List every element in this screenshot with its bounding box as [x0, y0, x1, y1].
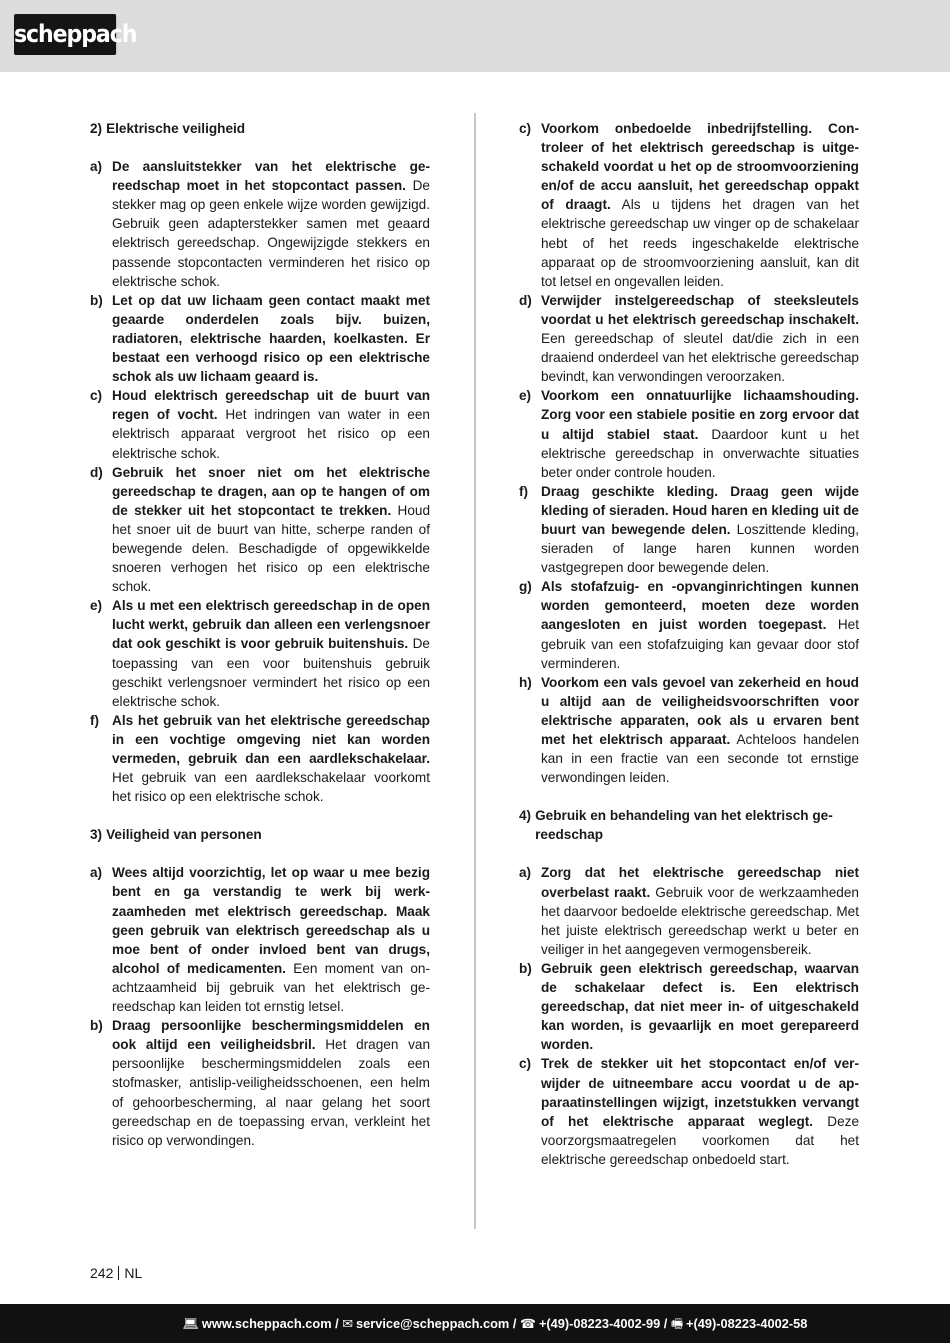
list-item [90, 386, 430, 462]
spacer [90, 806, 430, 825]
list-item [90, 863, 430, 1016]
footer-fax: +(49)-08223-4002-58 [686, 1316, 808, 1331]
item-normal-text: Het gebruik van een aardlekschakelaar voorkomt het risico op een elektrische schok. [112, 770, 430, 805]
list-item [519, 291, 859, 386]
footer-contact [0, 1304, 950, 1343]
item-bold-text: Als u met een elektrisch gereedschap in de open lucht werkt, gebruik dan alleen een verlengsnoer dat ook geschikt is voor gebruik buitenshuis. [112, 598, 430, 652]
item-text [112, 463, 430, 597]
list-item [90, 463, 430, 597]
item-normal-text: Het dragen van persoonlijke beschermingsmiddelen zoals een stofmasker, antislip-veiligheidsschoenen, een helm of gehoorbescherming, al naar gelang het soort gereedschap en de toepassing ervan, verkleint het risico op verwondingen. [112, 1037, 430, 1148]
section-number: 4) [519, 808, 532, 824]
item-bold-text: Verwijder instelgereedschap of steeksleutels voordat u het elektrisch gereedschap inschakelt. [541, 292, 859, 327]
list-item [519, 577, 859, 672]
scheppach-logo: scheppach [14, 14, 116, 55]
item-label: c) [519, 1056, 532, 1072]
item-label: a) [90, 865, 103, 881]
list-item [519, 863, 859, 958]
item-label: f) [519, 483, 529, 499]
section-number: 2) [90, 121, 103, 136]
page-number-value: 242 [90, 1265, 114, 1281]
list-item [519, 386, 859, 481]
item-text [541, 959, 859, 1054]
section-title: Elektrische veiligheid [106, 121, 246, 136]
page-language: NL [124, 1265, 143, 1281]
list-item [519, 959, 859, 1054]
page-number-separator [118, 1266, 119, 1280]
item-label: f) [90, 712, 100, 728]
item-label: d) [519, 292, 532, 308]
list-item [90, 596, 430, 711]
item-label: g) [519, 579, 532, 595]
item-text [112, 596, 430, 711]
list-item [90, 157, 430, 291]
item-text [541, 577, 859, 672]
item-text [112, 863, 430, 1016]
page-number [90, 1265, 142, 1281]
email-icon: ✉︎ [342, 1316, 353, 1331]
item-bold-text: Zorg dat het elektrische gereedschap niet overbelast raakt. [541, 865, 859, 900]
item-normal-text: Als u tijdens het dragen van het elektrische gereedschap uw vinger op de schakelaar hebt of het reeds ingeschakelde elektrische apparaat op de stroomvoorziening aansluit, kan dit tot letsel en ongevallen leiden. [541, 197, 859, 289]
top-bar [0, 0, 950, 72]
item-normal-text: De toepassing van een voor buitenshuis gebruik geschikt verlengsnoer vermindert het risico op een elektrische schok. [112, 636, 430, 709]
spacer [90, 844, 430, 863]
item-text [541, 673, 859, 788]
list-item [519, 1054, 859, 1169]
list-item [90, 1016, 430, 1150]
item-label: d) [90, 464, 103, 480]
item-text [541, 119, 859, 291]
section-title: Veiligheid van personen [106, 827, 262, 843]
item-text [541, 1054, 859, 1169]
section-heading [90, 119, 430, 138]
section-number: 3) [90, 827, 103, 843]
item-text [112, 1016, 430, 1150]
item-bold-text: Voorkom een onnatuurlijke lichaamshouding. Zorg voor een stabiele positie en zorg ervoor dat u altijd stabiel staat. [541, 388, 859, 442]
item-text [541, 291, 859, 386]
item-label: e) [519, 388, 532, 404]
item-normal-text: Het gebruik van een stofafzuiging kan gevaar door stof verminderen. [541, 617, 859, 671]
item-text [112, 157, 430, 291]
item-normal-text: Houd het snoer uit de buurt van hitte, scherpe randen of bewegende delen. Beschadigde of opgewikkelde snoeren verhogen het risico op een elektrische schok. [112, 502, 431, 595]
item-normal-text: Het indringen van water in een elektrisch apparaat vergroot het risico op een elektrische schok. [112, 407, 430, 461]
item-normal-text: De stekker mag op geen enkele wijze worden gewijzigd. Gebruik geen adapterstekker samen met geaard elektrisch gereedschap. Ongewijzigde stekkers en passende stopcontacten verminderen het risico op elektrische schok. [112, 178, 430, 289]
right-column [519, 119, 859, 1169]
item-normal-text: Gebruik voor de werkzaamheden het daarvoor bedoelde elektrische gereedschap. Met het juiste elektrisch gereedschap werkt u beter en veiliger in het aangegeven vermogensbereik. [541, 884, 859, 957]
footer-phone: +(49)-08223-4002-99 / [538, 1316, 668, 1331]
item-label: b) [90, 292, 103, 308]
item-label: a) [519, 865, 532, 881]
list-item [519, 673, 859, 788]
item-bold-text: Gebruik het snoer niet om het elektrische gereedschap te dragen, aan op te hangen of om de stekker uit het stopcontact te trekken. [112, 464, 430, 518]
item-text [112, 291, 430, 386]
footer-email[interactable]: service@scheppach.com / [355, 1316, 517, 1331]
section-heading [519, 806, 859, 844]
section-heading [90, 825, 430, 844]
item-bold-text: Houd elektrisch gereedschap uit de buurt van regen of vocht. [112, 388, 430, 423]
item-normal-text: Een moment van onachtzaamheid bij gebruik van het elektrisch gereedschap kan leiden tot ernstig letsel. [112, 960, 430, 1015]
spacer [519, 844, 859, 863]
item-label: b) [519, 960, 532, 976]
item-bold-text: Draag persoonlijke beschermingsmiddelen en ook altijd een veiligheidsbril. [112, 1018, 430, 1053]
item-text [541, 482, 859, 577]
item-label: c) [519, 121, 532, 136]
item-bold-text: Let op dat uw lichaam geen contact maakt met geaarde onderdelen zoals bijv. buizen, radiatoren, elektrische haarden, koelkasten. Er bestaat een verhoogd risico op een elektrische schok als uw lichaam geaard is. [112, 292, 430, 385]
item-bold-text: Als stofafzuig- en -opvanginrichtingen kunnen worden gemonteerd, moeten deze worden aangesloten en juist worden toegepast. [541, 579, 859, 633]
item-label: b) [90, 1018, 103, 1034]
item-bold-text: Voorkom onbedoelde inbedrijfstelling. Controleer of het elektrisch gereedschap is uitgeschakeld voordat u het op de stroomvoorziening en/of de accu aansluit, het gereedschap oppakt of draagt. [541, 121, 859, 213]
fax-icon: 🖷︎ [670, 1316, 684, 1331]
list-item [519, 482, 859, 577]
item-label: e) [90, 598, 103, 614]
item-text [112, 386, 430, 462]
item-bold-text: De aansluitstekker van het elektrische gereedschap moet in het stopcontact passen. [112, 159, 430, 194]
section-title: Gebruik en behandeling van het elektrisch gereedschap [535, 808, 833, 843]
item-text [112, 711, 430, 806]
phone-icon: ☎︎ [519, 1316, 536, 1331]
footer-website[interactable]: www.scheppach.com / [201, 1316, 339, 1331]
item-normal-text: Deze voorzorgsmaatregelen voorkomen dat het elektrische gereedschap onbedoeld start. [541, 1113, 859, 1167]
item-normal-text: Daardoor kunt u het elektrische gereedschap in onverwachte situaties beter onder controle houden. [541, 426, 859, 480]
item-bold-text: Als het gebruik van het elektrische gereedschap in een vochtige omgeving niet kan worden vermeden, gebruik dan een aardlekschakelaar. [112, 712, 430, 766]
item-bold-text: Gebruik geen elektrisch gereedschap, waarvan de schakelaar defect is. Een elektrisch gereedschap, dat niet meer in- of uitgeschakeld kan worden, is gevaarlijk en moet gerepareerd worden. [541, 960, 859, 1053]
item-label: h) [519, 674, 532, 690]
column-divider [474, 113, 476, 1229]
item-bold-text: Trek de stekker uit het stopcontact en/of verwijder de uitneembare accu voordat u de apparaatinstellingen wijzigt, inzetstukken vervangt of het elektrische apparaat weglegt. [541, 1056, 859, 1129]
spacer [519, 787, 859, 806]
item-normal-text: Loszittende kleding, sieraden of lange haren kunnen worden vastgegrepen door bewegende delen. [541, 521, 859, 576]
spacer [90, 138, 430, 157]
item-normal-text: Een gereedschap of sleutel dat/die zich in een draaiend onderdeel van het elektrische gereedschap bevindt, kan verwondingen veroorzaken. [541, 331, 859, 385]
footer-bar [0, 1304, 950, 1343]
left-column [90, 119, 430, 1150]
list-item [90, 291, 430, 386]
item-bold-text: Draag geschikte kleding. Draag geen wijde kleding of sieraden. Houd haren en kleding uit de buurt van bewegende delen. [541, 483, 859, 537]
item-normal-text: Achteloos handelen kan in een fractie van een seconde tot ernstige verwondingen leiden. [541, 732, 860, 786]
item-bold-text: Voorkom een vals gevoel van zekerheid en houd u altijd aan de veiligheidsvoorschriften voor elektrische apparaten, ook als u ervaren bent met het elektrisch apparaat. [541, 674, 859, 747]
item-text [541, 863, 859, 958]
item-bold-text: Wees altijd voorzichtig, let op waar u mee bezig bent en ga verstandig te werk bij werkzaamheden met elektrisch gereedschap. Maak geen gebruik van elektrisch gereedschap als u moe bent of onder invloed bent van drugs, alcohol of medicamenten. [112, 865, 430, 976]
item-text [541, 386, 859, 481]
item-label: c) [90, 388, 103, 404]
item-label: a) [90, 159, 103, 175]
list-item [519, 119, 859, 291]
computer-icon: 💻︎ [182, 1316, 199, 1331]
list-item [90, 711, 430, 806]
